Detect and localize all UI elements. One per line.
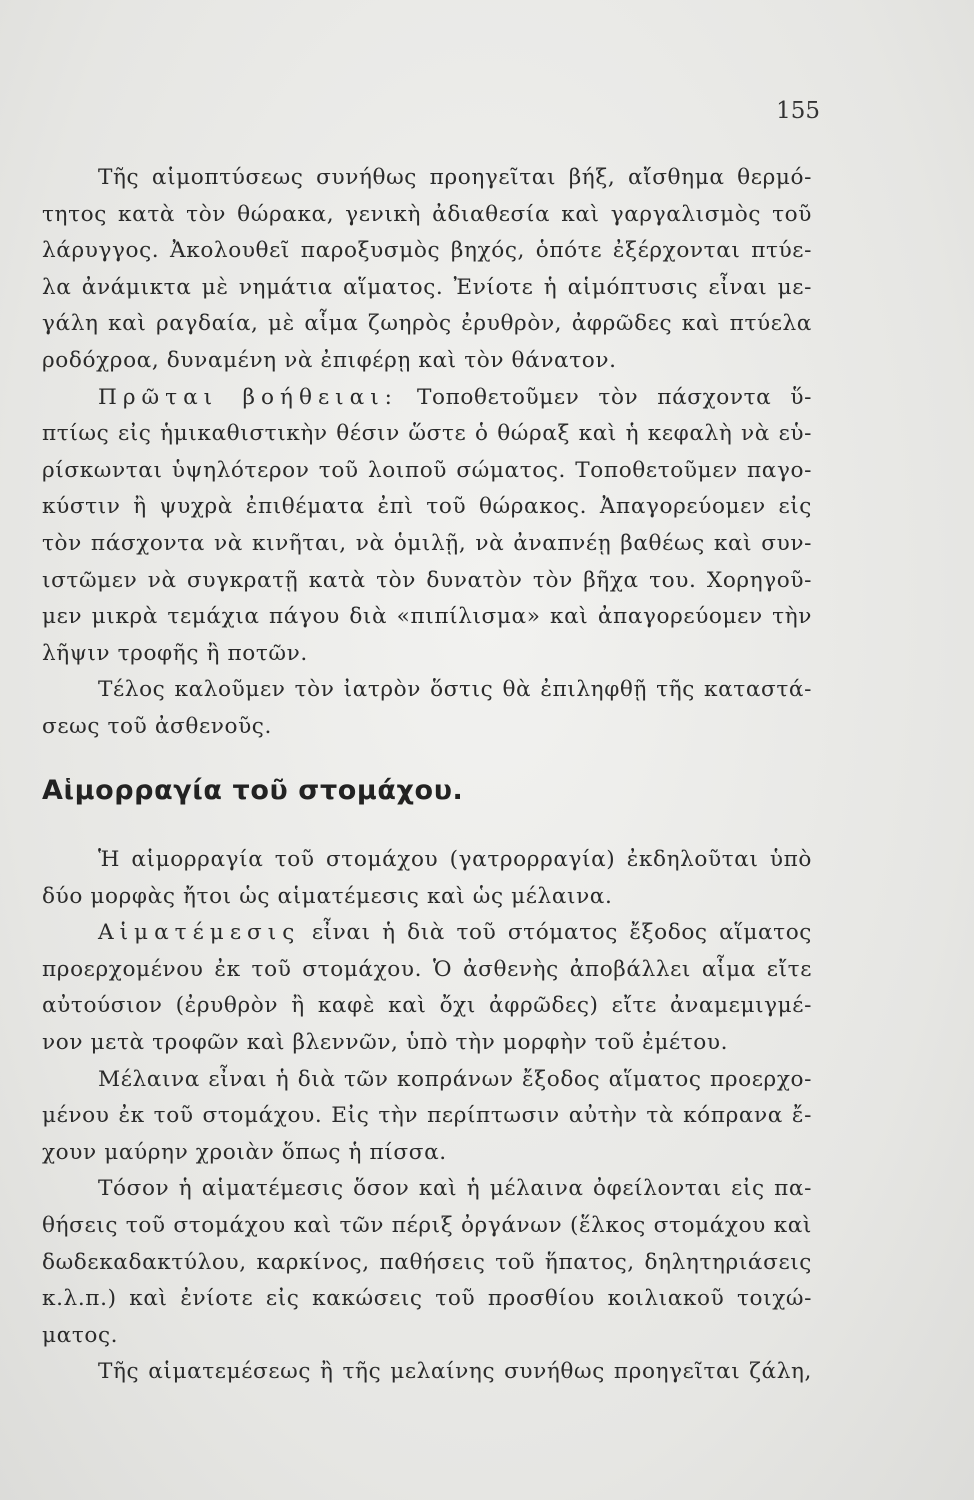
text-line: λάρυγγος. Ἀκολουθεῖ παροξυσμὸς βηχός, ὁπότε ἐξέρχονται πτύε- xyxy=(42,238,812,264)
text-line: δωδεκαδακτύλου, καρκίνος, παθήσεις τοῦ ἥπατος, δηλητηριάσεις xyxy=(42,1249,812,1275)
text-line: ροδόχροα, δυναμένη νὰ ἐπιφέρῃ καὶ τὸν θάνατον. xyxy=(42,347,617,373)
text-line: ιστῶμεν νὰ συγκρατῇ κατὰ τὸν δυνατὸν τὸν βῆχα του. Χορηγοῦ- xyxy=(42,567,812,593)
text-line: κ.λ.π.) καὶ ἐνίοτε εἰς κακώσεις τοῦ προσθίου κοιλιακοῦ τοιχώ- xyxy=(42,1286,812,1312)
first-aid-line xyxy=(42,380,812,417)
text-line: Τῆς αἱμοπτύσεως συνήθως προηγεῖται βήξ, αἴσθημα θερμό- xyxy=(98,165,812,190)
text-line: λῆψιν τροφῆς ἢ ποτῶν. xyxy=(42,640,308,666)
text-line: προερχομένου ἐκ τοῦ στομάχου. Ὁ ἀσθενὴς ἀποβάλλει αἷμα εἴτε xyxy=(42,956,812,982)
text-line: πτίως εἰς ἡμικαθιστικὴν θέσιν ὥστε ὁ θώραξ καὶ ἡ κεφαλὴ νὰ εὑ- xyxy=(42,421,812,447)
text-line: μεν μικρὰ τεμάχια πάγου διὰ «πιπίλισμα» καὶ ἀπαγορεύομεν τὴν xyxy=(42,604,812,630)
text-line: χουν μαύρην χροιὰν ὅπως ἡ πίσσα. xyxy=(42,1139,447,1165)
text-line: Τῆς αἱματεμέσεως ἢ τῆς μελαίνης συνήθως προηγεῖται ζάλη, xyxy=(98,1359,812,1385)
text-line: Τόσον ἡ αἱματέμεσις ὅσον καὶ ἡ μέλαινα ὀφείλονται εἰς πα- xyxy=(98,1176,812,1202)
text-line: ματος. xyxy=(42,1322,119,1348)
hematemesis-line xyxy=(42,915,812,952)
text-line: μένου ἐκ τοῦ στομάχου. Εἰς τὴν περίπτωσιν αὐτὴν τὰ κόπρανα ἔ- xyxy=(42,1103,812,1129)
text-line: Τέλος καλοῦμεν τὸν ἰατρὸν ὅστις θὰ ἐπιληφθῇ τῆς καταστά- xyxy=(98,677,812,703)
text-line: τὸν πάσχοντα νὰ κινῆται, νὰ ὁμιλῇ, νὰ ἀναπνέῃ βαθέως καὶ συν- xyxy=(42,530,812,556)
first-aid-label: Πρῶται βοήθειαι: xyxy=(98,384,398,410)
text-line: δύο μορφὰς ἤτοι ὡς αἱματέμεσις καὶ ὡς μέλαινα. xyxy=(42,883,613,909)
section-heading: Αἱμορραγία τοῦ στομάχου. xyxy=(42,775,464,806)
text-line: σεως τοῦ ἀσθενοῦς. xyxy=(42,713,272,739)
page-number: 155 xyxy=(776,98,820,124)
hematemesis-term: Αἱματέμεσις xyxy=(98,920,301,946)
text-line: ρίσκωνται ὑψηλότερον τοῦ λοιποῦ σώματος. Τοποθετοῦμεν παγο- xyxy=(42,457,812,483)
text-line: νον μετὰ τροφῶν καὶ βλεννῶν, ὑπὸ τὴν μορφὴν τοῦ ἐμέτου. xyxy=(42,1029,729,1055)
text-line: κύστιν ἢ ψυχρὰ ἐπιθέματα ἐπὶ τοῦ θώρακος. Ἀπαγορεύομεν εἰς xyxy=(42,494,812,520)
text-line: λα ἀνάμικτα μὲ νημάτια αἵματος. Ἐνίοτε ἡ αἱμόπτυσις εἶναι με- xyxy=(42,274,812,300)
text-line: αὐτούσιον (ἐρυθρὸν ἢ καφὲ καὶ ὄχι ἀφρῶδες) εἴτε ἀναμεμιγμέ- xyxy=(42,993,812,1019)
first-aid-text: Τοποθετοῦμεν τὸν πάσχοντα ὕ- xyxy=(416,384,812,410)
text-line: τητος κατὰ τὸν θώρακα, γενικὴ ἀδιαθεσία καὶ γαργαλισμὸς τοῦ xyxy=(42,201,812,227)
stomach-hemorrhage-section xyxy=(42,842,812,1391)
text-line: γάλη καὶ ραγδαία, μὲ αἷμα ζωηρὸς ἐρυθρὸν, ἀφρῶδες καὶ πτύελα xyxy=(42,311,812,337)
hematemesis-text: εἶναι ἡ διὰ τοῦ στόματος ἔξοδος αἵματος xyxy=(311,920,812,946)
text-line: Μέλαινα εἶναι ἡ διὰ τῶν κοπράνων ἔξοδος αἵματος προερχο- xyxy=(98,1066,812,1092)
text-line: θήσεις τοῦ στομάχου καὶ τῶν πέριξ ὀργάνων (ἕλκος στομάχου καὶ xyxy=(42,1212,812,1238)
text-line: Ἡ αἱμορραγία τοῦ στομάχου (γατρορραγία) ἐκδηλοῦται ὑπὸ xyxy=(98,847,812,872)
hemoptysis-section xyxy=(42,160,812,746)
